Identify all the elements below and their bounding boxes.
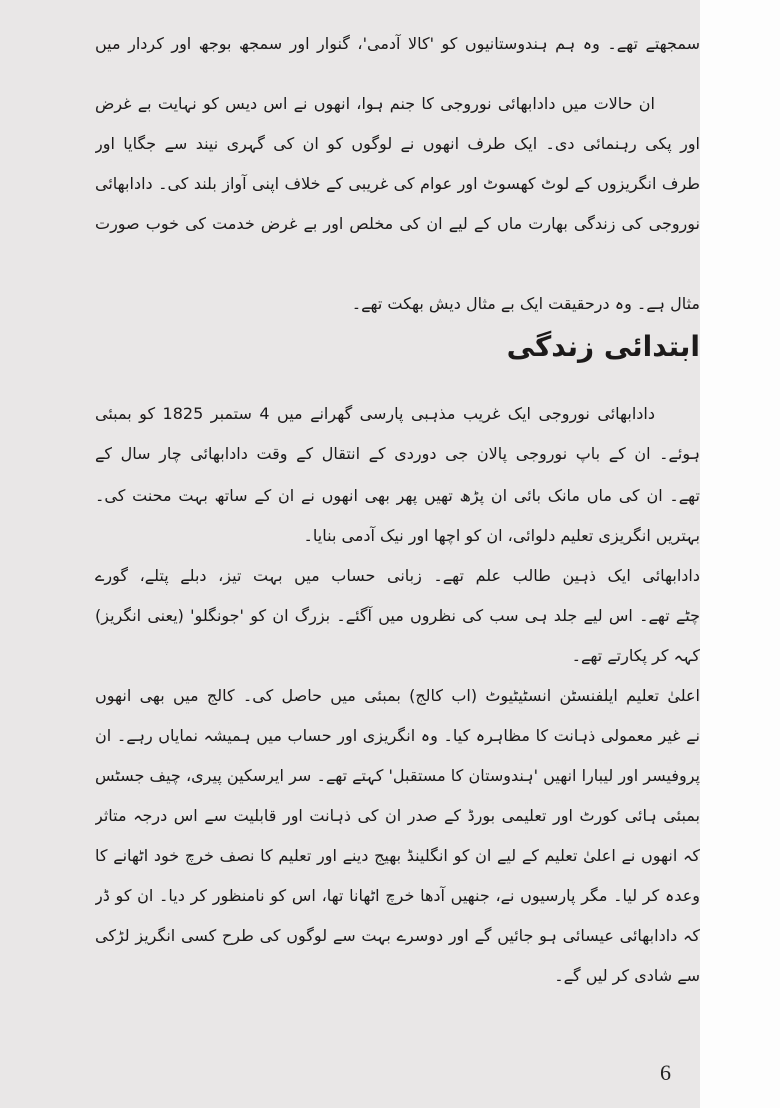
text-line: طرف انگریزوں کے لوٹ کھسوٹ اور عوام کی غریبی کے خلاف اپنی آواز بلند کی۔ دادابھائی: [95, 174, 700, 193]
text-line: کہ دادابھائی عیسائی ہو جائیں گے اور دوسرے بہت سے لوگوں کی طرح کسی انگریز لڑکی: [95, 926, 700, 945]
text-line: کہ انھوں نے اعلیٰ تعلیم کے لیے ان کو انگلینڈ بھیج دینے اور تعلیم کا نصف خرچ خود اٹھانے کا: [95, 846, 700, 865]
text-line: وعدہ کر لیا۔ مگر پارسیوں نے، جنھیں آدھا خرچ اٹھانا تھا، اس کو نامنظور کر دیا۔ ان کو ڈر: [95, 886, 700, 905]
paragraph-start-line: اعلیٰ تعلیم ایلفنسٹن انسٹیٹیوٹ (اب کالج) بمبئی میں حاصل کی۔ کالج میں بھی انھوں: [95, 686, 700, 705]
text-line: نوروجی کی زندگی بھارت ماں کے لیے ان کی مخلص اور بے غرض خدمت کی خوب صورت: [95, 214, 700, 233]
paragraph-start-line: دادابھائی نوروجی ایک غریب مذہبی پارسی گھرانے میں 4 ستمبر 1825 کو بمبئی: [95, 404, 655, 423]
page-number: 6: [660, 1060, 671, 1085]
text-line: اور پکی رہنمائی دی۔ ایک طرف انھوں نے لوگوں کو ان کی گہری نیند سے جگایا اور: [95, 134, 700, 153]
text-line: تھے۔ ان کی ماں مانک بائی ان پڑھ تھیں پھر بھی انھوں نے ان کے ساتھ بہت محنت کی۔: [95, 486, 700, 505]
text-line: چٹے تھے۔ اس لیے جلد ہی سب کی نظروں میں آگئے۔ بزرگ ان کو 'جونگلو' (یعنی انگریز): [95, 606, 700, 625]
text-line: کہہ کر پکارتے تھے۔: [571, 646, 700, 665]
text-line: سے شادی کر لیں گے۔: [554, 966, 700, 985]
text-line: مثال ہے۔ وہ درحقیقت ایک بے مثال دیش بھکت تھے۔: [351, 294, 700, 313]
text-line: بہتریں انگریزی تعلیم دلوائی، ان کو اچھا اور نیک آدمی بنایا۔: [303, 526, 700, 545]
text-line: پروفیسر اور لیبارا انھیں 'ہندوستان کا مستقبل' کہتے تھے۔ سر ایرسکین پیری، چیف جسٹس: [95, 766, 700, 785]
paragraph-start-line: ان حالات میں دادابھائی نوروجی کا جنم ہوا، انھوں نے اس دیس کو نہایت بے غرض: [95, 94, 655, 113]
text-line: سمجھتے تھے۔ وہ ہم ہندوستانیوں کو 'کالا آدمی'، گنوار اور سمجھ بوجھ اور کردار میں: [95, 34, 700, 53]
section-heading: ابتدائی زندگی: [506, 330, 700, 363]
text-line: نے غیر معمولی ذہانت کا مظاہرہ کیا۔ وہ انگریزی اور حساب میں ہمیشہ نمایاں رہے۔ ان: [95, 726, 700, 745]
text-line: ہوئے۔ ان کے باپ نوروجی پالان جی دوردی کے انتقال کے وقت دادابھائی چار سال کے: [95, 444, 700, 463]
text-line: بمبئی ہائی کورٹ اور تعلیمی بورڈ کے صدر ان کی ذہانت اور قابلیت سے اس درجہ متاثر: [95, 806, 700, 825]
paragraph-start-line: دادابھائی ایک ذہین طالب علم تھے۔ زبانی حساب میں بہت تیز، دبلے پتلے، گورے: [95, 566, 700, 585]
